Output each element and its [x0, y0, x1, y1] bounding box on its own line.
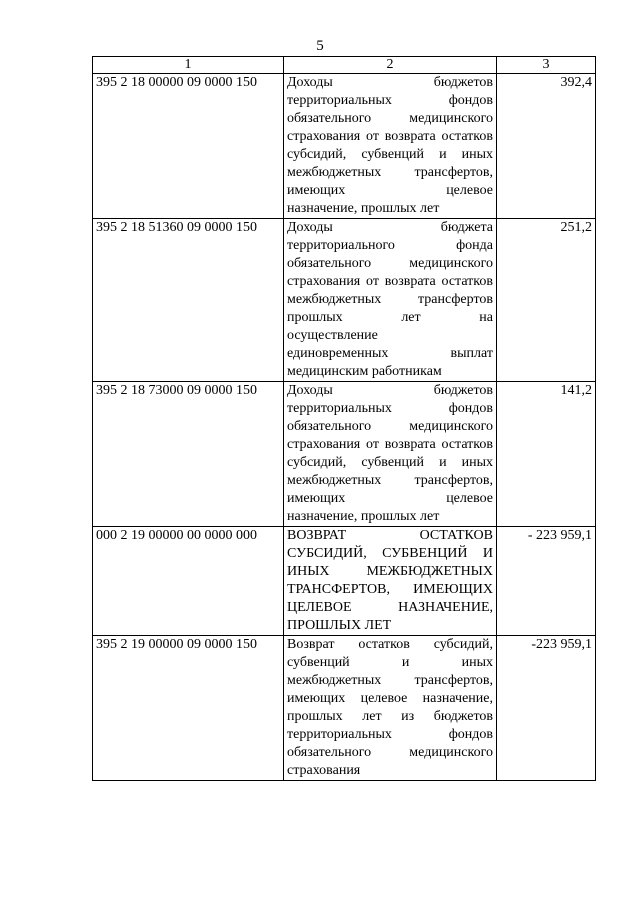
row-description-end: назначение, прошлых лет — [287, 509, 440, 524]
row-code: 395 2 18 51360 09 0000 150 — [93, 219, 284, 382]
row-description-text: Доходы бюджета территориального фонда обязательного медицинского страхования от возврата остатков межбюджетных трансфертов прошлых лет на — [287, 220, 493, 325]
row-description-end: страхования — [287, 763, 361, 778]
table-row — [93, 74, 596, 219]
column-header-amount: 3 — [497, 57, 596, 74]
row-description — [284, 219, 497, 382]
row-description-end: ПРОШЛЫХ ЛЕТ — [287, 618, 392, 633]
table-header-row — [93, 57, 596, 74]
row-amount: -223 959,1 — [497, 636, 596, 781]
table-row — [93, 527, 596, 636]
page-number: 5 — [316, 38, 324, 54]
table-row — [93, 382, 596, 527]
table-row — [93, 636, 596, 781]
row-description — [284, 636, 497, 781]
row-code: 395 2 19 00000 09 0000 150 — [93, 636, 284, 781]
row-description-text: Возврат остатков субсидий, субвенций и иных межбюджетных трансфертов, имеющих целевое назначение, прошлых лет из бюджетов территориальных фондов обязательного медицинского — [287, 637, 493, 760]
row-description — [284, 74, 497, 219]
row-description-end: назначение, прошлых лет — [287, 201, 440, 216]
budget-table — [92, 56, 596, 781]
row-code: 000 2 19 00000 00 0000 000 — [93, 527, 284, 636]
column-header-description: 2 — [284, 57, 497, 74]
row-description-text: Доходы бюджетов территориальных фондов обязательного медицинского страхования от возврата остатков субсидий, субвенций и иных межбюджетных трансфертов, имеющих целевое — [287, 75, 493, 198]
row-amount: - 223 959,1 — [497, 527, 596, 636]
column-header-code: 1 — [93, 57, 284, 74]
row-description-break: осуществление — [287, 328, 378, 343]
row-amount: 141,2 — [497, 382, 596, 527]
row-amount: 251,2 — [497, 219, 596, 382]
row-amount: 392,4 — [497, 74, 596, 219]
row-description-text-2: единовременных выплат — [287, 346, 493, 361]
row-code: 395 2 18 00000 09 0000 150 — [93, 74, 284, 219]
row-description-text: ВОЗВРАТ ОСТАТКОВ СУБСИДИЙ, СУБВЕНЦИЙ И ИНЫХ МЕЖБЮДЖЕТНЫХ ТРАНСФЕРТОВ, ИМЕЮЩИХ ЦЕЛЕВОЕ НАЗНАЧЕНИЕ, — [287, 528, 493, 615]
row-description-end: медицинским работникам — [287, 364, 442, 379]
row-code: 395 2 18 73000 09 0000 150 — [93, 382, 284, 527]
table-row — [93, 219, 596, 382]
row-description — [284, 382, 497, 527]
row-description-text: Доходы бюджетов территориальных фондов обязательного медицинского страхования от возврата остатков субсидий, субвенций и иных межбюджетных трансфертов, имеющих целевое — [287, 383, 493, 506]
row-description — [284, 527, 497, 636]
